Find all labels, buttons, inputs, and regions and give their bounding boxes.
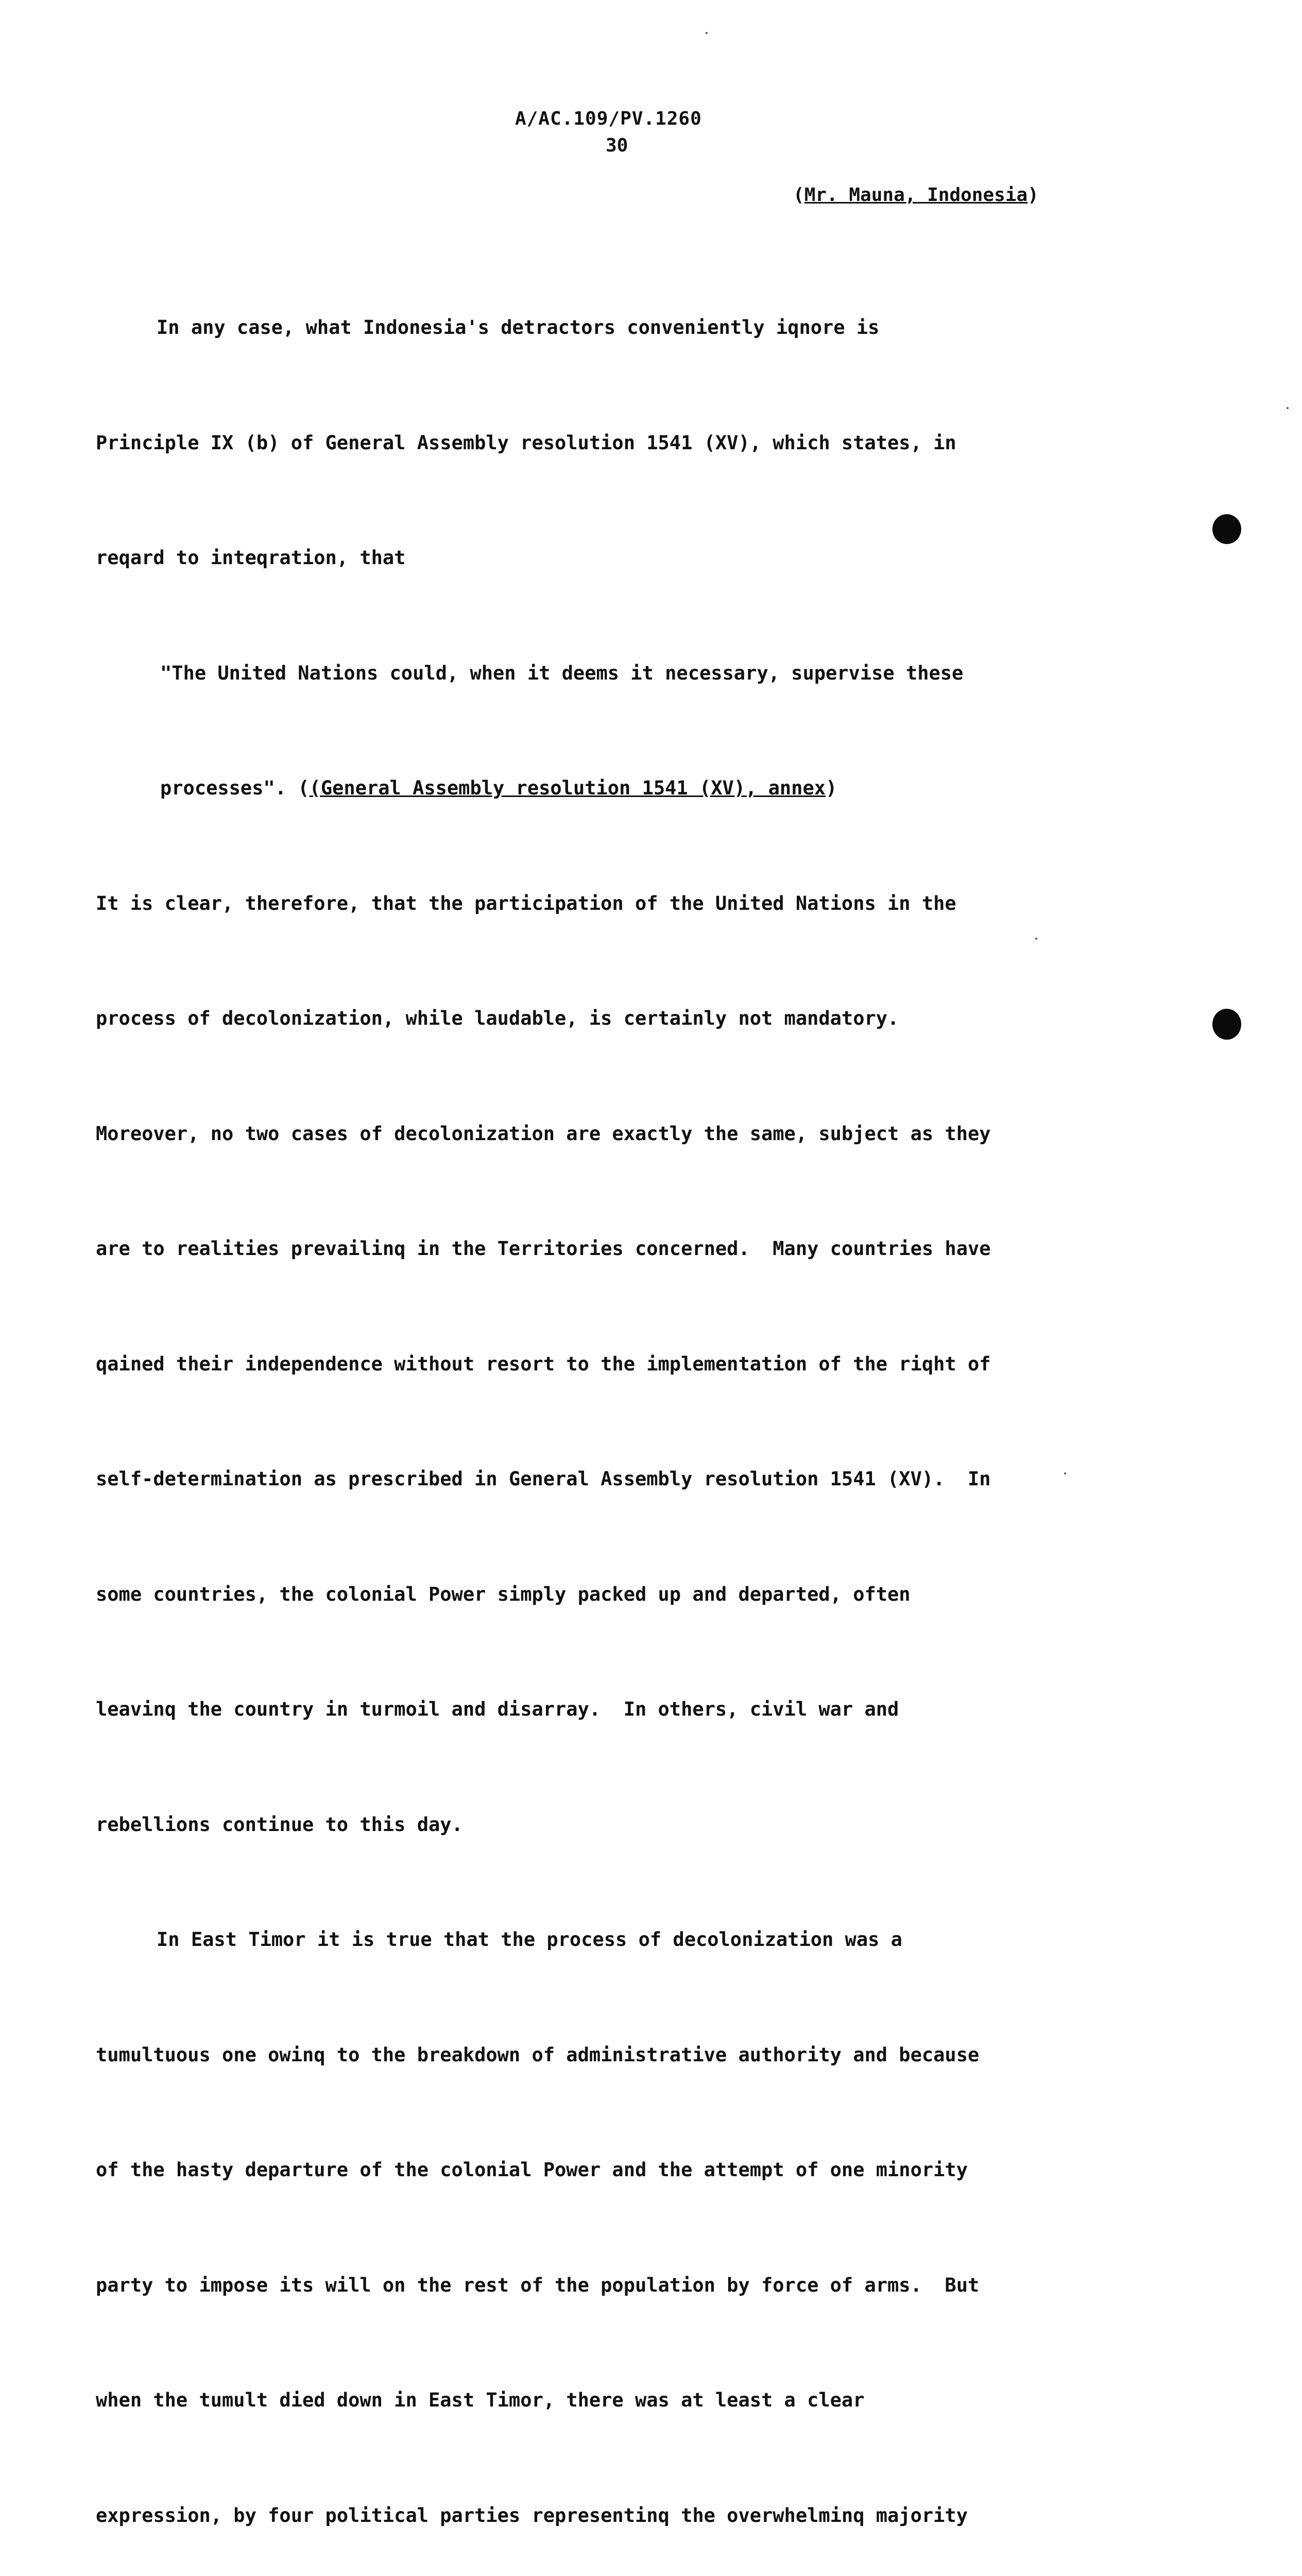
text-line: qained their independence without resort to the implementation of the riqht of [96,1352,991,1375]
speaker-name: Mr. Mauna, Indonesia [804,184,1028,206]
text-line: party to impose its will on the rest of the population by force of arms. But [96,2274,980,2296]
text-line: In East Timor it is true that the process of decolonization was a [157,1928,902,1951]
scan-speck [1287,407,1289,409]
page-number: 30 [606,135,628,156]
citation-close-paren: ) [826,777,837,799]
speaker-attribution [793,184,1039,206]
text-line: It is clear, therefore, that the participation of the United Nations in the [96,892,956,914]
text-line: In any case, what Indonesia's detractors conveniently iqnore is [157,316,880,338]
binder-hole-mark [1212,514,1241,544]
quotation-line [96,769,1095,808]
text-line: when the tumult died down in East Timor, there was at least a clear [96,2389,865,2411]
scan-speck [1035,938,1037,940]
text-line: Moreover, no two cases of decolonization are exactly the same, subject as they [96,1122,991,1145]
text-line: expression, by four political parties representinq the overwhelminq majority [96,2504,968,2527]
scan-speck [706,32,708,34]
text-line: Principle IX (b) of General Assembly resolution 1541 (XV), which states, in [96,431,956,454]
document-code: A/AC.109/PV.1260 [515,108,702,129]
binder-hole-mark [1212,1009,1241,1040]
text-line: are to realities prevailinq in the Territories concerned. Many countries have [96,1238,991,1260]
text-line: reqard to inteqration, that [96,547,406,569]
quotation-end: processes". [160,777,298,799]
text-line: self-determination as prescribed in General Assembly resolution 1541 (XV). In [96,1468,991,1490]
text-line: tumultuous one owinq to the breakdown of administrative authority and because [96,2043,980,2066]
citation-open-paren: ( [298,777,310,799]
speaker-open-paren: ( [793,184,804,206]
citation-reference: (General Assembly resolution 1541 (XV), annex [309,777,826,799]
text-line: leavinq the country in turmoil and disarray. In others, civil war and [96,1698,899,1720]
quotation-line: "The United Nations could, when it deems it necessary, supervise these [160,662,964,684]
text-line: some countries, the colonial Power simply packed up and departed, often [96,1583,911,1605]
text-line: process of decolonization, while laudable, is certainly not mandatory. [96,1007,899,1029]
text-line: rebellions continue to this day. [96,1813,463,1836]
document-body [96,232,1095,2576]
scan-speck [1064,1472,1066,1475]
text-line: of the hasty departure of the colonial Power and the attempt of one minority [96,2159,968,2181]
speaker-close-paren: ) [1027,184,1039,206]
